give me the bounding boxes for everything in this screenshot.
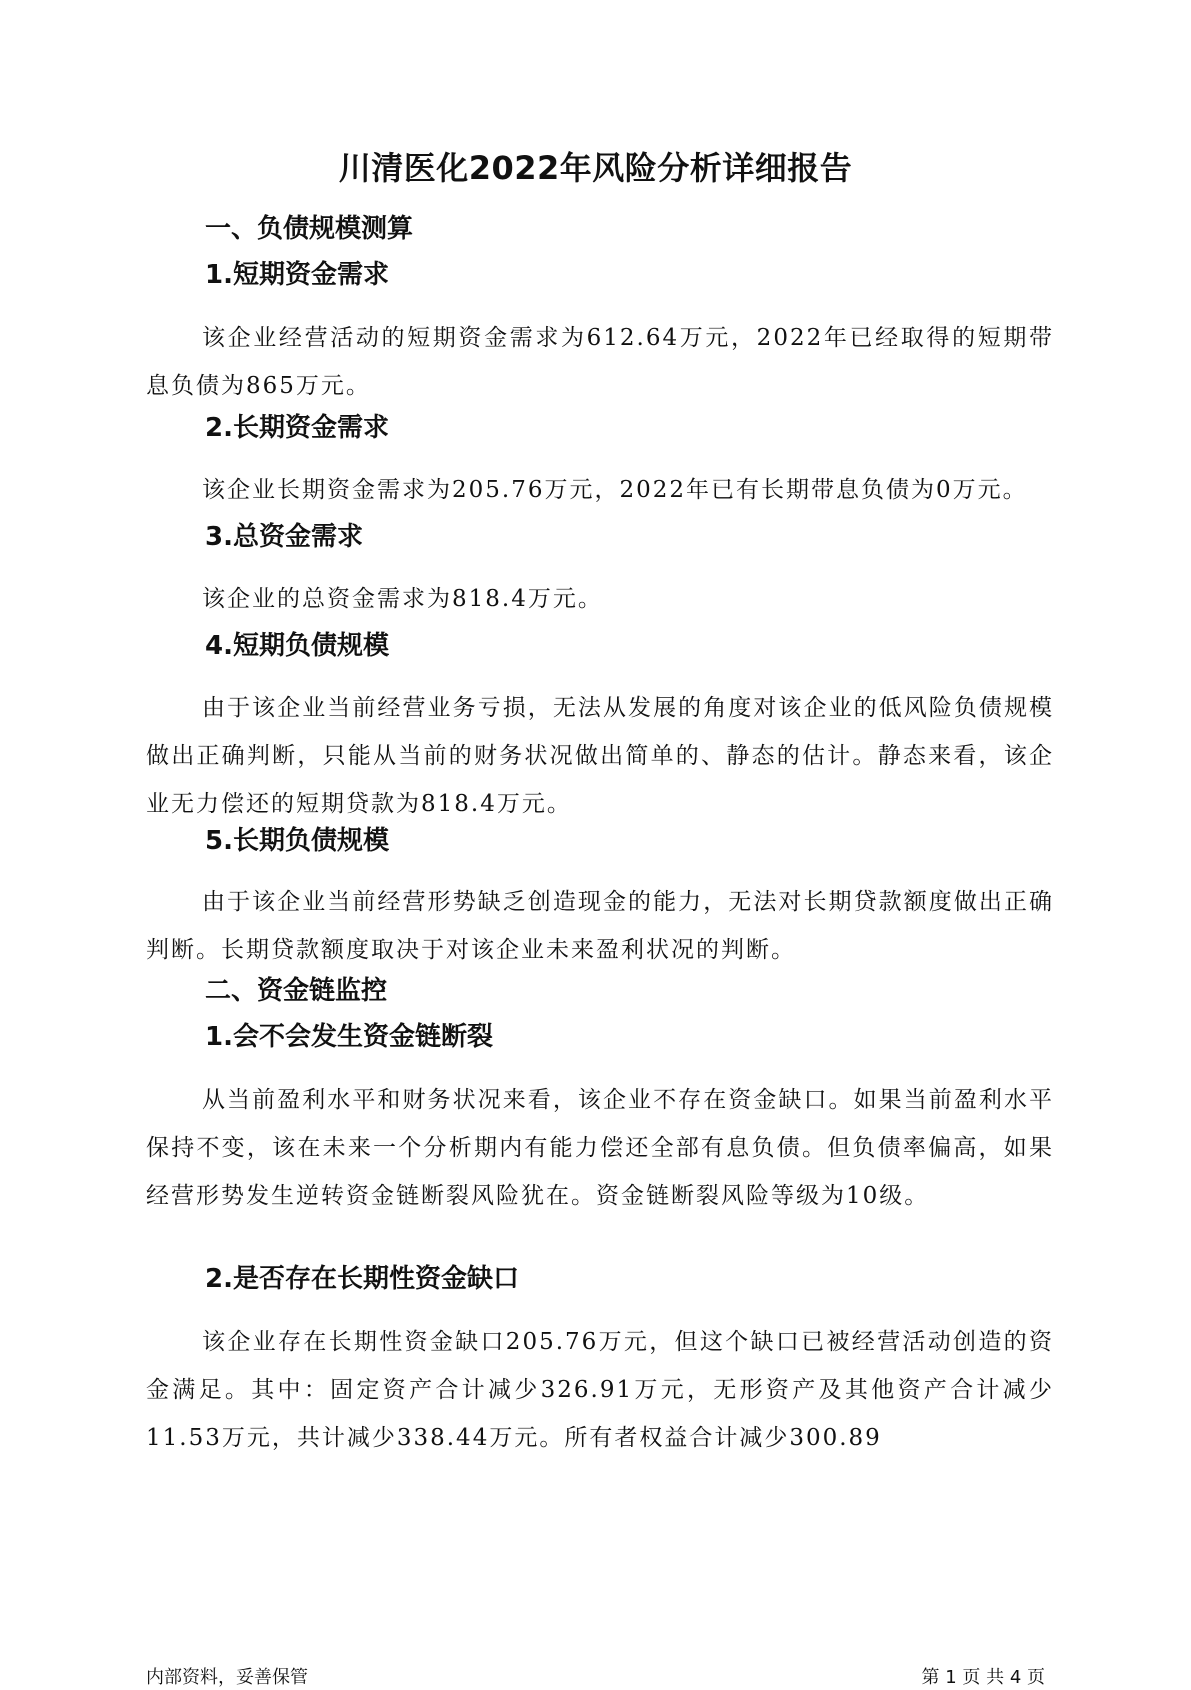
subsection-heading-2-2: 2.是否存在长期性资金缺口 (205, 1264, 519, 1294)
subsection-heading-2-1: 1.会不会发生资金链断裂 (205, 1022, 493, 1052)
subsection-heading-1-5: 5.长期负债规模 (205, 826, 389, 856)
paragraph-2-2: 该企业存在长期性资金缺口205.76万元，但这个缺口已被经营活动创造的资金满足。其中：固定资产合计减少326.91万元，无形资产及其他资产合计减少11.53万元，共计减少338.44万元。所有者权益合计减少300.89 (146, 1329, 1054, 1451)
paragraph-1-1: 该企业经营活动的短期资金需求为612.64万元，2022年已经取得的短期带息负债为865万元。 (146, 325, 1054, 399)
subsection-heading-1-4: 4.短期负债规模 (205, 631, 389, 661)
footer-confidential-note: 内部资料，妥善保管 (146, 1667, 308, 1688)
paragraph-2-1: 从当前盈利水平和财务状况来看，该企业不存在资金缺口。如果当前盈利水平保持不变，该在未来一个分析期内有能力偿还全部有息负债。但负债率偏高，如果经营形势发生逆转资金链断裂风险犹在。资金链断裂风险等级为10级。 (146, 1087, 1054, 1209)
paragraph-1-2: 该企业长期资金需求为205.76万元，2022年已有长期带息负债为0万元。 (202, 477, 1028, 503)
paragraph-1-3: 该企业的总资金需求为818.4万元。 (202, 586, 603, 612)
paragraph-1-5: 由于该企业当前经营形势缺乏创造现金的能力，无法对长期贷款额度做出正确判断。长期贷款额度取决于对该企业未来盈利状况的判断。 (146, 889, 1054, 963)
paragraph-1-4: 由于该企业当前经营业务亏损，无法从发展的角度对该企业的低风险负债规模做出正确判断，只能从当前的财务状况做出简单的、静态的估计。静态来看，该企业无力偿还的短期贷款为818.4万元。 (146, 695, 1054, 817)
section-heading-1: 一、负债规模测算 (205, 214, 414, 244)
report-title: 川清医化2022年风险分析详细报告 (338, 149, 853, 187)
subsection-heading-1-3: 3.总资金需求 (205, 522, 363, 552)
subsection-heading-1-2: 2.长期资金需求 (205, 413, 389, 443)
subsection-heading-1-1: 1.短期资金需求 (205, 260, 389, 290)
footer-page-number: 第 1 页 共 4 页 (921, 1667, 1045, 1688)
section-heading-2: 二、资金链监控 (205, 976, 388, 1006)
